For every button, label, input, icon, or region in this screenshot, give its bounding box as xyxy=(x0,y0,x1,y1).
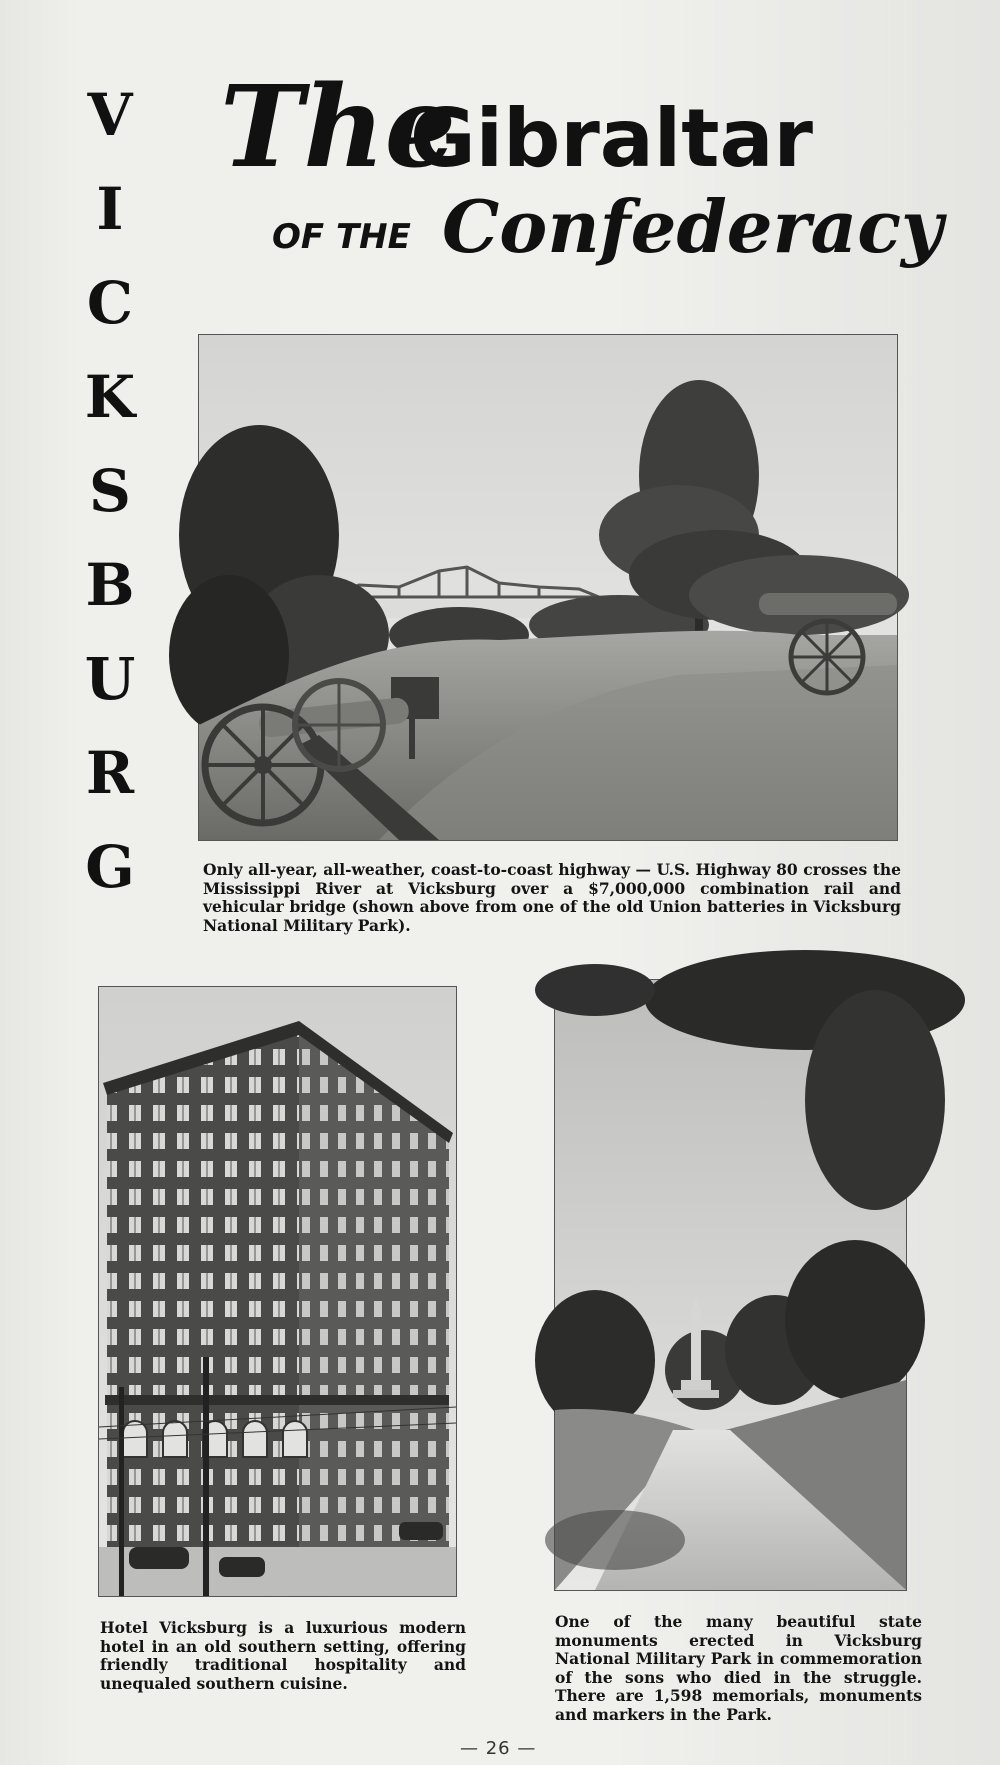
right-photo xyxy=(554,979,907,1591)
vertical-letter: G xyxy=(85,833,135,901)
hotel-building-photo-icon xyxy=(99,987,456,1596)
vertical-letter: U xyxy=(84,645,136,713)
title-the: The xyxy=(220,62,457,193)
vertical-letter: S xyxy=(89,457,131,525)
vertical-letter: K xyxy=(84,363,136,431)
title-sub: Confederacy xyxy=(442,184,943,269)
right-caption: One of the many beautiful state monuments erected in Vicksburg National Military Park in commemoration of the sons who died in the struggle. There are 1,598 memorials, monuments and markers in the Park. xyxy=(555,1612,922,1724)
top-caption: Only all-year, all-weather, coast-to-coast highway — U.S. Highway 80 crosses the Mississippi River at Vicksburg over a $7,000,000 combination rail and vehicular bridge (shown above from one of the old Union batteries in Vicksburg National Military Park). xyxy=(203,860,901,935)
vertical-letter: C xyxy=(86,269,134,337)
left-photo xyxy=(98,986,457,1597)
vertical-letter: R xyxy=(85,739,135,807)
page-title xyxy=(210,38,943,308)
left-caption: Hotel Vicksburg is a luxurious modern hotel in an old southern setting, offering friendly traditional hospitality and unequaled southern cuisine. xyxy=(100,1618,466,1693)
vertical-letter: I xyxy=(96,175,124,243)
title-of-the: OF THE xyxy=(272,217,411,257)
top-photo xyxy=(198,334,898,841)
title-main: Gibraltar xyxy=(410,92,813,185)
monument-road-photo-icon xyxy=(555,980,906,1590)
vertical-letter: B xyxy=(85,551,135,619)
cannon-landscape-photo-icon xyxy=(199,335,897,840)
vertical-title xyxy=(78,68,142,914)
page-number: — 26 — xyxy=(460,1738,537,1759)
vertical-letter: V xyxy=(87,81,133,149)
